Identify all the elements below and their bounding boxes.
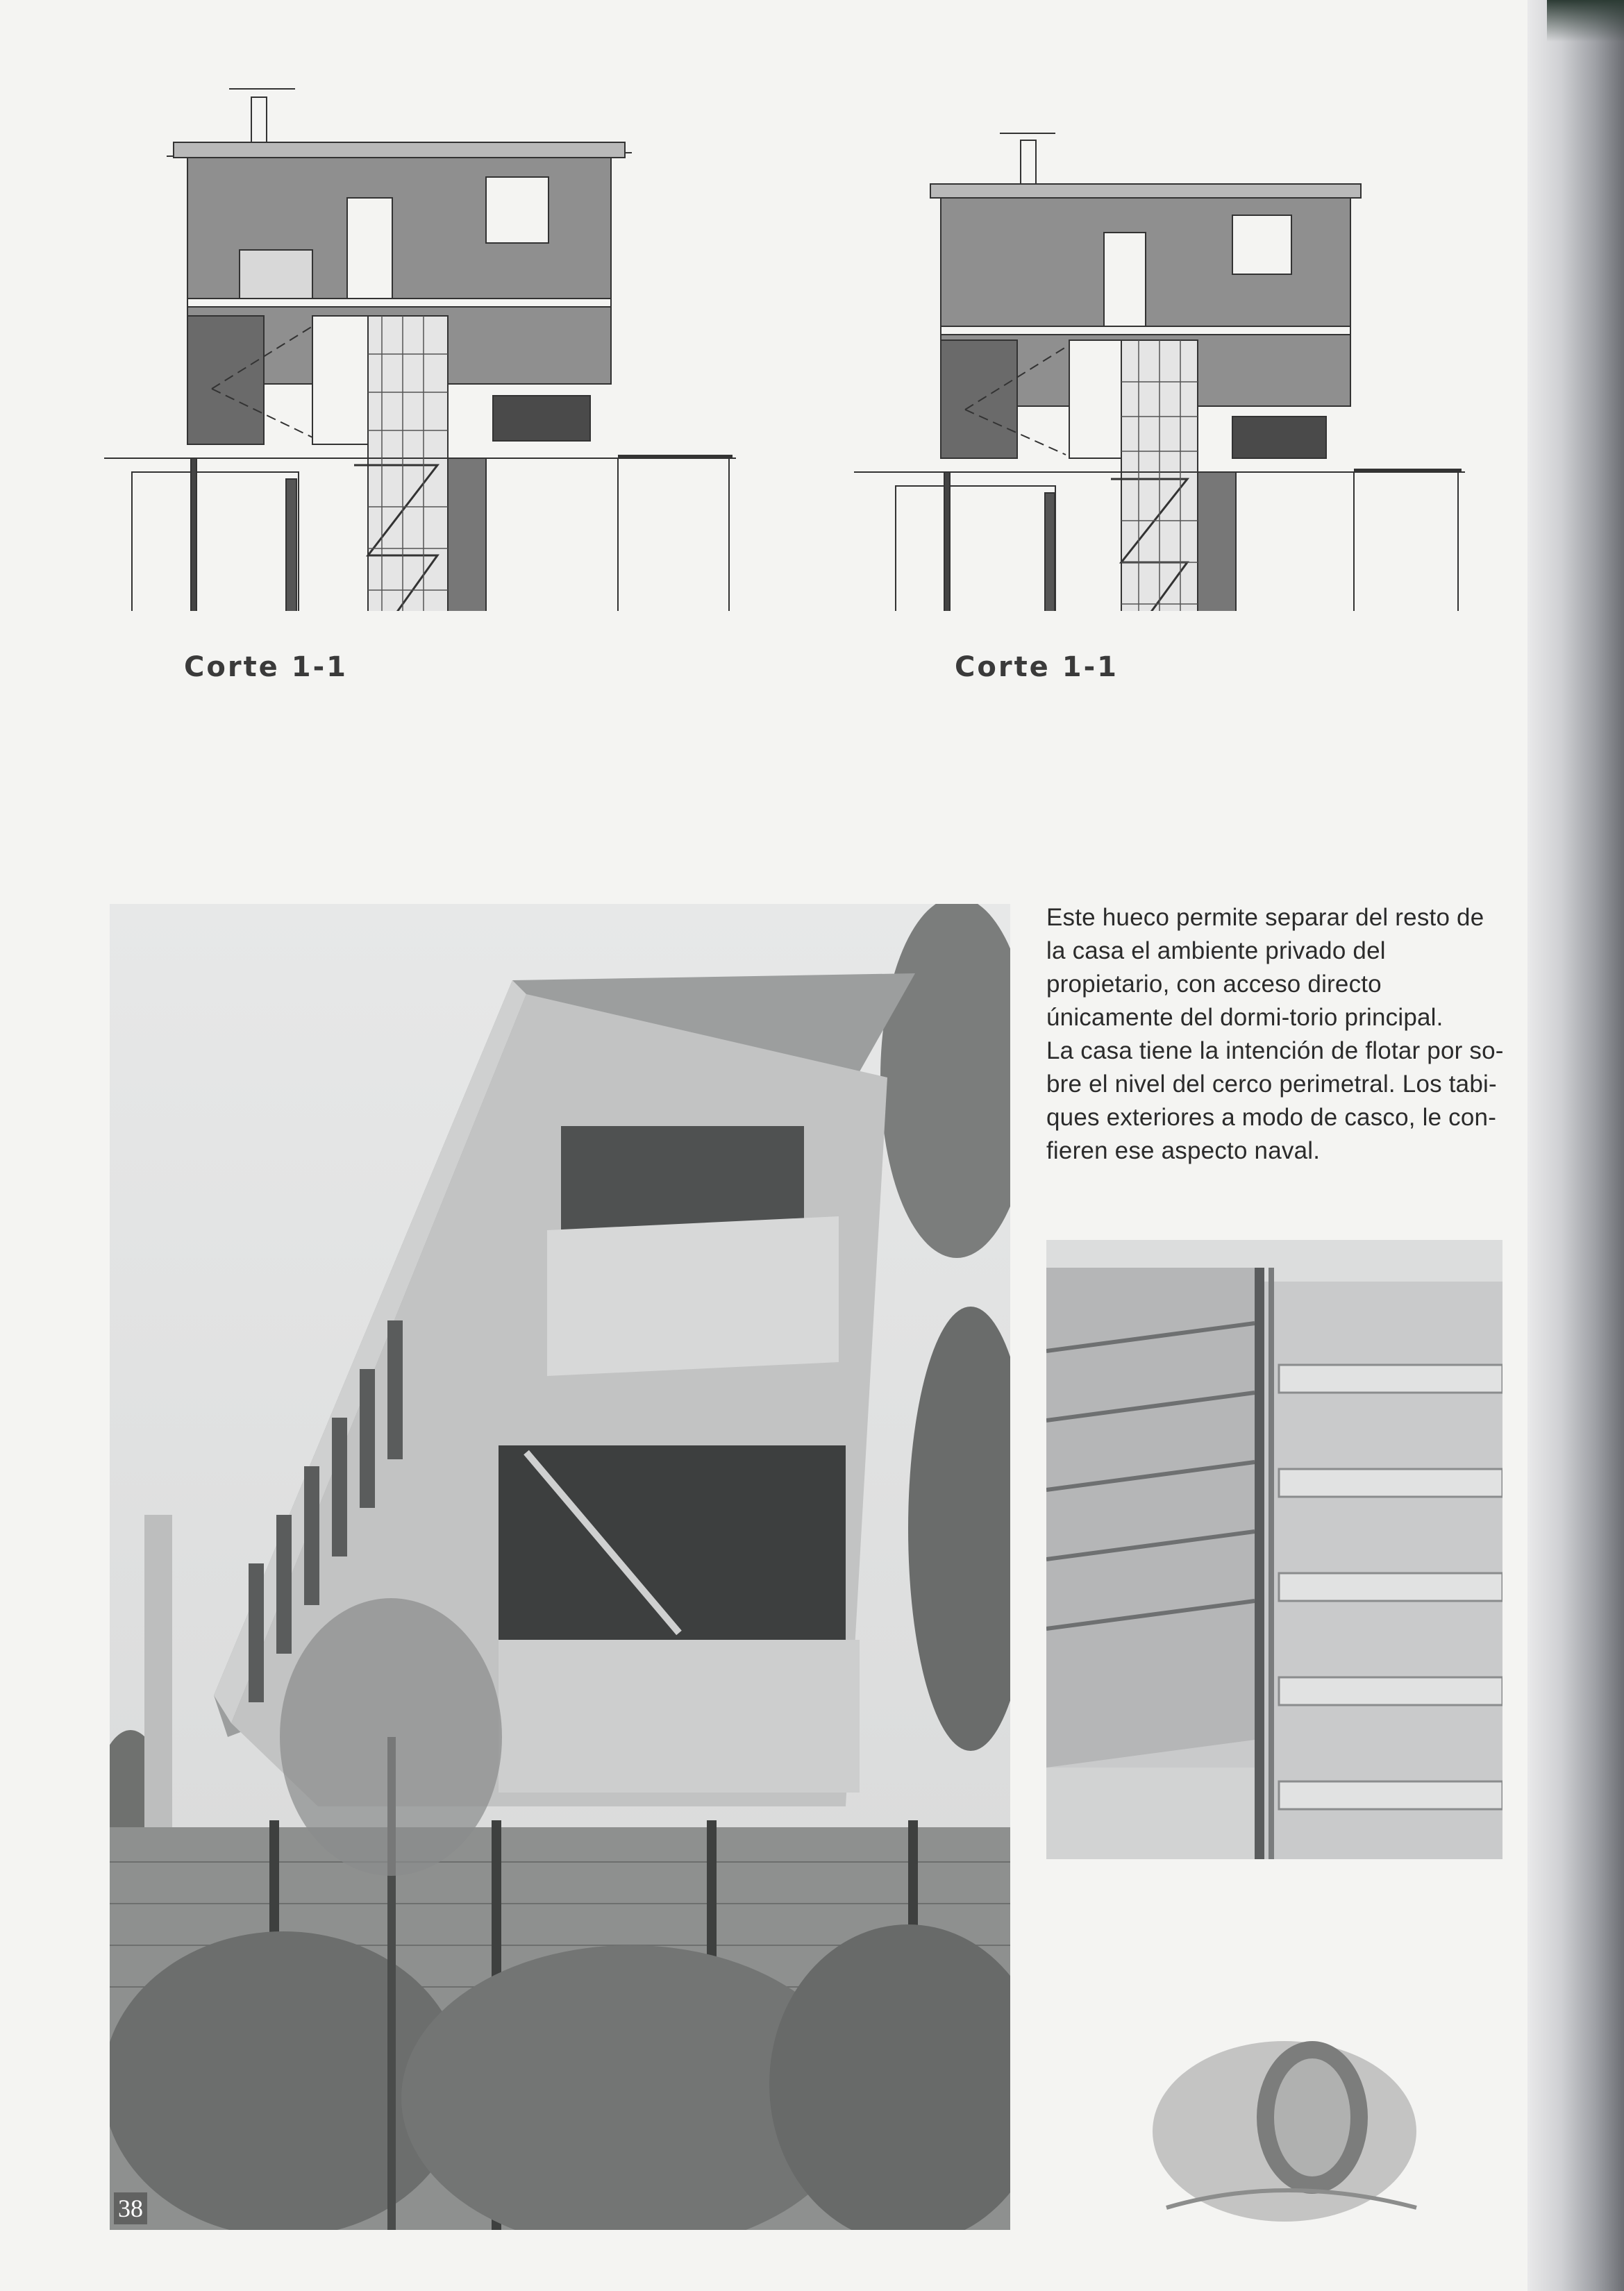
body-paragraph-1: Este hueco permite separar del resto de la casa el ambiente privado del propietario, con acceso directo únicamente del dormi-torio principal. (1046, 904, 1484, 1031)
body-text (1046, 901, 1505, 1168)
body-paragraph-2: La casa tiene la intención de flotar por so-bre el nivel del cerco perimetral. Los tabi-ques exteriores a modo de casco, le con-fieren ese aspecto naval. (1046, 1037, 1504, 1164)
section-drawing-left-svg (104, 76, 736, 611)
section-drawing-left (104, 76, 736, 611)
page-number: 38 (114, 2192, 147, 2224)
stair-detail-photo (1046, 1240, 1502, 1859)
section-drawing-right-svg (854, 125, 1465, 611)
section-drawing-right (854, 125, 1465, 611)
book-binding-shadow (1527, 0, 1624, 2291)
house-photo-main (110, 904, 1010, 2230)
stone-sculpture-image (1139, 1999, 1430, 2229)
book-binding-edge (1547, 0, 1624, 42)
section-caption-left: Corte 1-1 (184, 651, 349, 683)
section-caption-right: Corte 1-1 (955, 651, 1119, 683)
